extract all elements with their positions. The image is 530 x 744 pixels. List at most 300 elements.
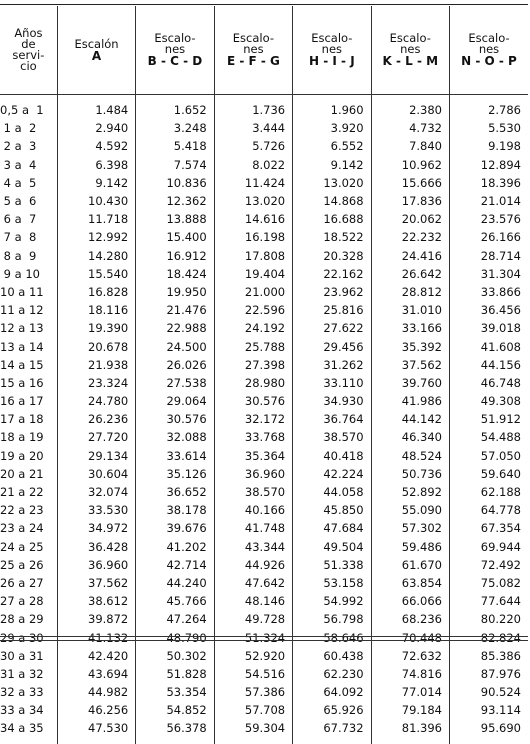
amount-cell: 56.798 (293, 610, 371, 628)
amount-cell: 46.340 (371, 428, 449, 446)
table-row (0, 610, 528, 628)
header-line: Escalo- (468, 31, 510, 45)
amount-cell: 34.930 (293, 392, 371, 410)
years-range-cell: 17 a 18 (0, 412, 44, 427)
amount-cell: 31.262 (293, 356, 371, 374)
amount-cell: 32.074 (57, 483, 135, 501)
amount-cell: 36.456 (450, 301, 529, 319)
header-line: nes (243, 42, 264, 56)
table-row (0, 592, 528, 610)
amount-cell: 67.732 (293, 719, 371, 743)
amount-cell: 38.570 (214, 483, 292, 501)
years-range-cell: 14 a 15 (0, 357, 44, 372)
years-range-cell: 28 a 29 (0, 612, 44, 627)
amount-cell: 20.678 (57, 337, 135, 355)
table-row (0, 647, 528, 665)
table-row (0, 465, 528, 483)
years-range-cell: 19 a 20 (0, 448, 44, 463)
amount-cell: 10.962 (371, 156, 449, 174)
amount-cell: 57.386 (214, 683, 292, 701)
header-line: Escalo- (389, 31, 431, 45)
years-range-cell: 8 a 9 (0, 248, 37, 263)
table-row (0, 265, 528, 283)
amount-cell: 37.562 (57, 574, 135, 592)
amount-cell: 33.614 (136, 447, 214, 465)
column-header (136, 6, 214, 95)
header-code: E - F - G (226, 54, 280, 68)
amount-cell: 9.142 (57, 174, 135, 192)
amount-cell: 57.708 (214, 701, 292, 719)
table-row (0, 374, 528, 392)
amount-cell: 7.840 (371, 137, 449, 155)
amount-cell: 82.824 (450, 628, 529, 646)
amount-cell: 52.920 (214, 647, 292, 665)
amount-cell: 38.570 (293, 428, 371, 446)
amount-cell: 18.424 (136, 265, 214, 283)
amount-cell: 46.256 (57, 701, 135, 719)
amount-cell: 44.058 (293, 483, 371, 501)
amount-cell: 22.596 (214, 301, 292, 319)
amount-cell: 28.980 (214, 374, 292, 392)
header-line: nes (400, 42, 421, 56)
years-range-cell: 18 a 19 (0, 430, 44, 445)
amount-cell: 51.912 (450, 410, 529, 428)
amount-cell: 26.166 (450, 228, 529, 246)
amount-cell: 2.786 (450, 95, 529, 120)
years-range-cell: 27 a 28 (0, 594, 44, 609)
amount-cell: 31.304 (450, 265, 529, 283)
years-range-cell: 25 a 26 (0, 557, 44, 572)
years-range-cell: 20 a 21 (0, 466, 44, 481)
amount-cell: 93.114 (450, 701, 529, 719)
amount-cell: 11.424 (214, 174, 292, 192)
amount-cell: 27.398 (214, 356, 292, 374)
years-range-cell: 23 a 24 (0, 521, 44, 536)
table-row (0, 174, 528, 192)
amount-cell: 41.132 (57, 628, 135, 646)
amount-cell: 36.960 (57, 556, 135, 574)
amount-cell: 13.888 (136, 210, 214, 228)
amount-cell: 39.760 (371, 374, 449, 392)
years-range-cell: 3 a 4 (0, 157, 37, 172)
amount-cell: 50.736 (371, 465, 449, 483)
amount-cell: 72.632 (371, 647, 449, 665)
amount-cell: 16.828 (57, 283, 135, 301)
amount-cell: 40.418 (293, 447, 371, 465)
amount-cell: 48.524 (371, 447, 449, 465)
amount-cell: 17.836 (371, 192, 449, 210)
amount-cell: 5.418 (136, 137, 214, 155)
amount-cell: 13.020 (293, 174, 371, 192)
amount-cell: 29.134 (57, 447, 135, 465)
amount-cell: 39.018 (450, 319, 529, 337)
header-line: Años (14, 26, 43, 40)
table-row (0, 247, 528, 265)
amount-cell: 12.362 (136, 192, 214, 210)
amount-cell: 28.812 (371, 283, 449, 301)
table-row (0, 683, 528, 701)
amount-cell: 19.390 (57, 319, 135, 337)
table-row (0, 501, 528, 519)
amount-cell: 25.788 (214, 337, 292, 355)
amount-cell: 80.220 (450, 610, 529, 628)
amount-cell: 41.986 (371, 392, 449, 410)
table-row (0, 556, 528, 574)
amount-cell: 66.066 (371, 592, 449, 610)
years-range-cell: 4 a 5 (0, 175, 37, 190)
amount-cell: 26.236 (57, 410, 135, 428)
amount-cell: 14.868 (293, 192, 371, 210)
years-range-cell: 30 a 31 (0, 648, 44, 663)
amount-cell: 57.302 (371, 519, 449, 537)
amount-cell: 44.926 (214, 556, 292, 574)
amount-cell: 32.172 (214, 410, 292, 428)
amount-cell: 16.912 (136, 247, 214, 265)
amount-cell: 14.280 (57, 247, 135, 265)
amount-cell: 27.720 (57, 428, 135, 446)
amount-cell: 24.192 (214, 319, 292, 337)
amount-cell: 48.146 (214, 592, 292, 610)
amount-cell: 68.236 (371, 610, 449, 628)
column-header (371, 6, 449, 95)
amount-cell: 51.324 (214, 628, 292, 646)
amount-cell: 18.116 (57, 301, 135, 319)
amount-cell: 6.398 (57, 156, 135, 174)
column-header (57, 6, 135, 95)
amount-cell: 5.726 (214, 137, 292, 155)
amount-cell: 41.748 (214, 519, 292, 537)
table-row (0, 319, 528, 337)
amount-cell: 41.608 (450, 337, 529, 355)
amount-cell: 44.982 (57, 683, 135, 701)
years-range-cell: 1 a 2 (0, 121, 37, 136)
amount-cell: 11.718 (57, 210, 135, 228)
years-range-cell: 6 a 7 (0, 212, 37, 227)
table-row (0, 210, 528, 228)
amount-cell: 12.992 (57, 228, 135, 246)
years-range-cell: 9 a 10 (0, 266, 40, 281)
amount-cell: 23.962 (293, 283, 371, 301)
amount-cell: 27.538 (136, 374, 214, 392)
amount-cell: 9.142 (293, 156, 371, 174)
table-row (0, 410, 528, 428)
amount-cell: 38.612 (57, 592, 135, 610)
amount-cell: 30.576 (136, 410, 214, 428)
amount-cell: 8.022 (214, 156, 292, 174)
amount-cell: 21.476 (136, 301, 214, 319)
amount-cell: 10.430 (57, 192, 135, 210)
amount-cell: 7.574 (136, 156, 214, 174)
amount-cell: 33.866 (450, 283, 529, 301)
header-line: de (21, 37, 36, 51)
amount-cell: 24.500 (136, 337, 214, 355)
table-row (0, 665, 528, 683)
table-row (0, 483, 528, 501)
amount-cell: 49.504 (293, 538, 371, 556)
amount-cell: 42.224 (293, 465, 371, 483)
amount-cell: 37.562 (371, 356, 449, 374)
amount-cell: 32.088 (136, 428, 214, 446)
amount-cell: 33.530 (57, 501, 135, 519)
amount-cell: 26.642 (371, 265, 449, 283)
amount-cell: 44.142 (371, 410, 449, 428)
amount-cell: 47.264 (136, 610, 214, 628)
amount-cell: 44.156 (450, 356, 529, 374)
amount-cell: 42.420 (57, 647, 135, 665)
header-line: servi- (12, 48, 45, 62)
amount-cell: 22.988 (136, 319, 214, 337)
years-range-cell: 32 a 33 (0, 685, 44, 700)
amount-cell: 52.892 (371, 483, 449, 501)
amount-cell: 67.354 (450, 519, 529, 537)
amount-cell: 29.064 (136, 392, 214, 410)
amount-cell: 1.960 (293, 95, 371, 120)
amount-cell: 2.940 (57, 119, 135, 137)
amount-cell: 21.938 (57, 356, 135, 374)
amount-cell: 25.816 (293, 301, 371, 319)
years-range-cell: 24 a 25 (0, 539, 44, 554)
header-line: Escalo- (154, 31, 196, 45)
header-code: A (91, 48, 102, 63)
years-range-cell: 10 a 11 (0, 284, 44, 299)
amount-cell: 54.852 (136, 701, 214, 719)
amount-cell: 21.014 (450, 192, 529, 210)
amount-cell: 15.666 (371, 174, 449, 192)
amount-cell: 51.828 (136, 665, 214, 683)
amount-cell: 95.690 (450, 719, 529, 743)
amount-cell: 2.380 (371, 95, 449, 120)
table-row (0, 574, 528, 592)
table-row (0, 701, 528, 719)
amount-cell: 58.646 (293, 628, 371, 646)
amount-cell: 45.850 (293, 501, 371, 519)
amount-cell: 62.188 (450, 483, 529, 501)
amount-cell: 53.354 (136, 683, 214, 701)
amount-cell: 35.392 (371, 337, 449, 355)
amount-cell: 81.396 (371, 719, 449, 743)
header-line: Escalo- (232, 31, 275, 45)
bottom-rule (0, 636, 528, 637)
years-range-cell: 11 a 12 (0, 303, 44, 318)
amount-cell: 59.304 (214, 719, 292, 743)
amount-cell: 19.950 (136, 283, 214, 301)
amount-cell: 59.640 (450, 465, 529, 483)
amount-cell: 77.014 (371, 683, 449, 701)
years-range-cell: 7 a 8 (0, 230, 37, 245)
amount-cell: 15.400 (136, 228, 214, 246)
header-code: B - C - D (147, 54, 203, 68)
table-row (0, 719, 528, 743)
years-range-cell: 34 a 35 (0, 721, 44, 736)
amount-cell: 36.428 (57, 538, 135, 556)
amount-cell: 57.050 (450, 447, 529, 465)
amount-cell: 53.158 (293, 574, 371, 592)
amount-cell: 22.232 (371, 228, 449, 246)
header-line: nes (478, 42, 500, 56)
amount-cell: 22.162 (293, 265, 371, 283)
years-range-cell: 5 a 6 (0, 194, 37, 209)
amount-cell: 4.732 (371, 119, 449, 137)
amount-cell: 54.516 (214, 665, 292, 683)
amount-cell: 34.972 (57, 519, 135, 537)
table-body (0, 95, 528, 744)
years-range-cell: 0,5 a 1 (0, 103, 44, 118)
years-range-cell: 2 a 3 (0, 139, 37, 154)
years-range-cell: 31 a 32 (0, 666, 44, 681)
table-row (0, 283, 528, 301)
amount-cell: 39.676 (136, 519, 214, 537)
amount-cell: 45.766 (136, 592, 214, 610)
amount-cell: 3.444 (214, 119, 292, 137)
amount-cell: 19.404 (214, 265, 292, 283)
amount-cell: 47.642 (214, 574, 292, 592)
years-range-cell: 29 a 30 (0, 630, 44, 645)
table-row (0, 447, 528, 465)
amount-cell: 4.592 (57, 137, 135, 155)
amount-cell: 16.198 (214, 228, 292, 246)
amount-cell: 15.540 (57, 265, 135, 283)
amount-cell: 70.448 (371, 628, 449, 646)
column-header (450, 6, 529, 95)
amount-cell: 55.090 (371, 501, 449, 519)
years-range-cell: 21 a 22 (0, 485, 44, 500)
header-line: nes (164, 42, 186, 56)
amount-cell: 42.714 (136, 556, 214, 574)
amount-cell: 77.644 (450, 592, 529, 610)
table-row (0, 519, 528, 537)
table-row (0, 192, 528, 210)
amount-cell: 31.010 (371, 301, 449, 319)
amount-cell: 33.110 (293, 374, 371, 392)
header-line: Escalón (74, 36, 119, 51)
years-of-service-header (0, 6, 57, 95)
amount-cell: 47.530 (57, 719, 135, 743)
table-row (0, 628, 528, 646)
amount-cell: 75.082 (450, 574, 529, 592)
amount-cell: 49.308 (450, 392, 529, 410)
column-header (214, 6, 292, 95)
table-row (0, 392, 528, 410)
bottom-rule-double (0, 640, 528, 641)
table-row (0, 137, 528, 155)
amount-cell: 26.026 (136, 356, 214, 374)
amount-cell: 40.166 (214, 501, 292, 519)
amount-cell: 18.522 (293, 228, 371, 246)
amount-cell: 69.944 (450, 538, 529, 556)
amount-cell: 35.126 (136, 465, 214, 483)
header-line: nes (321, 42, 343, 56)
amount-cell: 39.872 (57, 610, 135, 628)
amount-cell: 64.092 (293, 683, 371, 701)
amount-cell: 54.992 (293, 592, 371, 610)
table-row (0, 156, 528, 174)
years-range-cell: 16 a 17 (0, 394, 44, 409)
table-row (0, 119, 528, 137)
table-row (0, 356, 528, 374)
amount-cell: 51.338 (293, 556, 371, 574)
amount-cell: 50.302 (136, 647, 214, 665)
amount-cell: 49.728 (214, 610, 292, 628)
amount-cell: 36.960 (214, 465, 292, 483)
amount-cell: 17.808 (214, 247, 292, 265)
amount-cell: 13.020 (214, 192, 292, 210)
amount-cell: 35.364 (214, 447, 292, 465)
amount-cell: 21.000 (214, 283, 292, 301)
table-row (0, 301, 528, 319)
header-code: N - O - P (461, 54, 517, 68)
amount-cell: 30.604 (57, 465, 135, 483)
amount-cell: 5.530 (450, 119, 529, 137)
amount-cell: 79.184 (371, 701, 449, 719)
years-range-cell: 26 a 27 (0, 575, 44, 590)
amount-cell: 74.816 (371, 665, 449, 683)
amount-cell: 47.684 (293, 519, 371, 537)
amount-cell: 10.836 (136, 174, 214, 192)
amount-cell: 43.694 (57, 665, 135, 683)
amount-cell: 61.670 (371, 556, 449, 574)
amount-cell: 59.486 (371, 538, 449, 556)
amount-cell: 3.248 (136, 119, 214, 137)
amount-cell: 48.790 (136, 628, 214, 646)
amount-cell: 20.062 (371, 210, 449, 228)
amount-cell: 23.576 (450, 210, 529, 228)
amount-cell: 85.386 (450, 647, 529, 665)
amount-cell: 24.416 (371, 247, 449, 265)
amount-cell: 1.652 (136, 95, 214, 120)
amount-cell: 9.198 (450, 137, 529, 155)
amount-cell: 36.652 (136, 483, 214, 501)
amount-cell: 16.688 (293, 210, 371, 228)
amount-cell: 62.230 (293, 665, 371, 683)
header-line: cio (20, 59, 37, 73)
amount-cell: 41.202 (136, 538, 214, 556)
amount-cell: 44.240 (136, 574, 214, 592)
table-row (0, 228, 528, 246)
amount-cell: 65.926 (293, 701, 371, 719)
amount-cell: 87.976 (450, 665, 529, 683)
amount-cell: 20.328 (293, 247, 371, 265)
amount-cell: 33.166 (371, 319, 449, 337)
amount-cell: 1.484 (57, 95, 135, 120)
amount-cell: 18.396 (450, 174, 529, 192)
amount-cell: 23.324 (57, 374, 135, 392)
salary-table (0, 6, 528, 744)
amount-cell: 56.378 (136, 719, 214, 743)
amount-cell: 60.438 (293, 647, 371, 665)
amount-cell: 90.524 (450, 683, 529, 701)
amount-cell: 27.622 (293, 319, 371, 337)
amount-cell: 72.492 (450, 556, 529, 574)
amount-cell: 63.854 (371, 574, 449, 592)
amount-cell: 1.736 (214, 95, 292, 120)
header-code: H - I - J (309, 54, 355, 68)
table-row (0, 337, 528, 355)
table-header (0, 6, 528, 95)
amount-cell: 43.344 (214, 538, 292, 556)
amount-cell: 30.576 (214, 392, 292, 410)
amount-cell: 46.748 (450, 374, 529, 392)
header-code: K - L - M (382, 54, 439, 68)
amount-cell: 3.920 (293, 119, 371, 137)
years-range-cell: 12 a 13 (0, 321, 44, 336)
years-range-cell: 33 a 34 (0, 703, 44, 718)
amount-cell: 28.714 (450, 247, 529, 265)
amount-cell: 33.768 (214, 428, 292, 446)
table-row (0, 95, 528, 120)
header-line: Escalo- (311, 31, 353, 45)
amount-cell: 12.894 (450, 156, 529, 174)
header-row (0, 6, 528, 95)
